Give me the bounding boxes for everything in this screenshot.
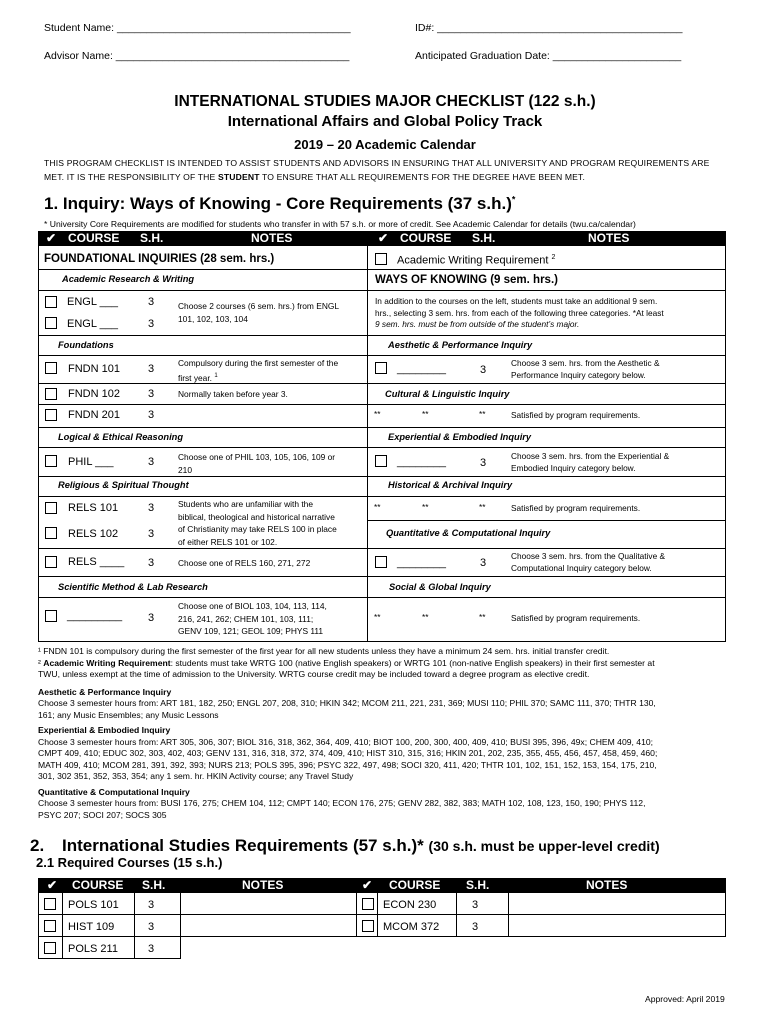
quantitative-list: Choose 3 semester hours from: BUSI 176, 275; CHEM 104, 112; CMPT 140; ECON 176, 275; GENV 282, 382, 383; MATH 102, 108, 123, 150, 190; PHYS 112, xyxy=(38,798,646,808)
rels101-sh: 3 xyxy=(148,502,155,514)
student-name-field[interactable]: Student Name: ________________________________________ xyxy=(44,22,351,34)
section-1-title: 1. Inquiry: Ways of Knowing - Core Requirements (37 s.h.)* xyxy=(44,194,516,213)
experiential-list-cont-3: 301, 302 351, 352, 353, 354; any 1 sem. hr. HKIN Activity course; any Travel Study xyxy=(38,771,354,781)
historical-archival-group: Historical & Archival Inquiry xyxy=(388,480,513,490)
col-divider xyxy=(508,893,509,937)
col-divider xyxy=(377,893,378,937)
rels-elective-course: RELS ____ xyxy=(68,556,125,568)
checklist-title: INTERNATIONAL STUDIES MAJOR CHECKLIST (122 s.h.) xyxy=(174,93,596,110)
engl-1-course: ENGL ___ xyxy=(67,296,118,308)
table-1-right-border xyxy=(725,246,726,642)
right-row-course: MCOM 372 xyxy=(383,921,440,933)
row-divider xyxy=(367,476,726,477)
engl-1-checkbox[interactable] xyxy=(45,296,57,308)
calendar-title: 2019 – 20 Academic Calendar xyxy=(294,137,476,152)
right-row-checkbox[interactable] xyxy=(362,920,374,932)
row-divider xyxy=(38,269,368,270)
sh-header-right: S.H. xyxy=(466,878,490,892)
aesthetic-checkbox[interactable] xyxy=(375,362,387,374)
engl-1-sh: 3 xyxy=(148,296,155,308)
footnote-2-cont: TWU, unless exempt at the time of admission to the University. WRTG course credit may be included toward a degree program as elective credit. xyxy=(38,669,590,679)
row-divider xyxy=(38,404,368,405)
check-header: ✔ xyxy=(47,878,58,892)
foundations-group: Foundations xyxy=(58,340,114,350)
ways-of-knowing-note: In addition to the courses on the left, students must take an additional 9 sem. hrs., selecting 3 sem. hrs. from each of the following three categories. *At least 9 sem. hrs. must be from outside of the student’s major. xyxy=(375,296,664,329)
footnotes xyxy=(38,646,738,821)
sh-header-right: S.H. xyxy=(472,231,496,245)
rels102-course: RELS 102 xyxy=(68,528,119,540)
check-header: ✔ xyxy=(46,231,57,245)
left-row-sh: 3 xyxy=(148,899,155,911)
quantitative-list-heading: Quantitative & Computational Inquiry xyxy=(38,786,190,797)
footnote-2: ² Academic Writing Requirement: students must take WRTG 100 (native English speakers) or WRTG 101 (non-native English speakers) in their first semester at xyxy=(38,657,655,668)
row-divider xyxy=(38,476,368,477)
track-title: International Affairs and Global Policy Track xyxy=(227,113,543,130)
rels102-checkbox[interactable] xyxy=(45,527,57,539)
right-row-sh: 3 xyxy=(472,899,479,911)
row-divider xyxy=(367,383,726,384)
advisor-name-field[interactable]: Advisor Name: ________________________________________ xyxy=(44,50,350,62)
social-global-group: Social & Global Inquiry xyxy=(389,582,491,592)
experiential-course: ________ xyxy=(397,456,446,468)
experiential-list: Choose 3 semester hours from: ART 305, 306, 307; BIOL 316, 318, 362, 364, 409, 410; BIOT 100, 200, 300, 400, 409, 410; BUSI 395, 396, 49x; CHEM 409, 410; xyxy=(38,736,654,747)
section-2-header-bar xyxy=(38,878,726,893)
aesthetic-course: ________ xyxy=(397,363,446,375)
sh-header: S.H. xyxy=(142,878,166,892)
aesthetic-performance-group: Aesthetic & Performance Inquiry xyxy=(388,340,533,350)
check-header-right: ✔ xyxy=(362,878,373,892)
phil-course: PHIL ___ xyxy=(68,456,114,468)
notes-header: NOTES xyxy=(251,231,293,245)
sh-header: S.H. xyxy=(140,231,164,245)
quantitative-note: Choose 3 sem. hrs. from the Qualitative & Computational Inquiry category below. xyxy=(511,551,666,573)
row-divider xyxy=(367,269,726,270)
social-stars-check: ** xyxy=(374,612,381,622)
course-header: COURSE xyxy=(68,231,120,245)
row-divider xyxy=(38,914,726,915)
id-field[interactable]: ID#: __________________________________________ xyxy=(415,22,683,34)
quantitative-sh: 3 xyxy=(480,557,487,569)
left-row-course: POLS 211 xyxy=(68,943,118,955)
aesthetic-note: Choose 3 sem. hrs. from the Aesthetic & Performance Inquiry category below. xyxy=(511,358,660,380)
engl-2-course: ENGL ___ xyxy=(67,318,118,330)
fndn101-checkbox[interactable] xyxy=(45,362,57,374)
science-note: Choose one of BIOL 103, 104, 113, 114, 216, 241, 262; CHEM 101, 103, 111; GENV 109, 121; GEOL 109; PHYS 111 xyxy=(178,601,327,636)
col-divider xyxy=(62,893,63,959)
fndn201-checkbox[interactable] xyxy=(45,409,57,421)
religious-spiritual-group: Religious & Spiritual Thought xyxy=(58,480,189,490)
cultural-linguistic-group: Cultural & Linguistic Inquiry xyxy=(385,389,510,399)
quantitative-course: ________ xyxy=(397,557,446,569)
row-divider xyxy=(38,597,368,598)
graduation-date-field[interactable]: Anticipated Graduation Date: ______________________ xyxy=(415,50,682,62)
rels-elective-sh: 3 xyxy=(148,557,155,569)
section-1-note: * University Core Requirements are modified for students who transfer in with 57 s.h. or more of credit. See Academic Calendar for details (twu.ca/calendar) xyxy=(44,219,636,229)
phil-note: Choose one of PHIL 103, 105, 106, 109 or 210 xyxy=(178,452,336,475)
experiential-list-cont-2: MATH 409, 410; MCOM 281, 391, 392, 393; NURS 213; POLS 395, 396; PSYC 322, 497, 498; SOCI 320, 411, 420; THTR 101, 102, 151, 152, 153, 154, 175, 210, xyxy=(38,759,657,770)
scientific-method-group: Scientific Method & Lab Research xyxy=(58,582,208,592)
phil-checkbox[interactable] xyxy=(45,455,57,467)
rels-note: Students who are unfamiliar with the biblical, theological and historical narrative of Christianity may take RELS 100 in place of either RELS 101 or 102. xyxy=(178,499,337,547)
right-row-sh: 3 xyxy=(472,921,479,933)
col-divider xyxy=(456,893,457,937)
ways-of-knowing-heading: WAYS OF KNOWING (9 sem. hrs.) xyxy=(375,274,558,286)
rels101-checkbox[interactable] xyxy=(45,502,57,514)
footnote-1: ¹ FNDN 101 is compulsory during the first semester of the first year for all new students unless they have a minimum 24 sem. hrs. initial transfer credit. xyxy=(38,646,610,656)
fndn201-course: FNDN 201 xyxy=(68,409,120,421)
left-row-sh: 3 xyxy=(148,921,155,933)
row-divider xyxy=(367,355,726,356)
row-divider xyxy=(367,496,726,497)
academic-writing-requirement: Academic Writing Requirement $^2$ xyxy=(397,254,556,267)
aesthetic-sh: 3 xyxy=(480,364,487,376)
quantitative-list-cont: PSYC 207; SOCI 207; SOCS 305 xyxy=(38,809,167,820)
row-divider xyxy=(38,290,368,291)
col-divider xyxy=(180,893,181,959)
col-divider xyxy=(134,893,135,959)
row-divider xyxy=(367,404,726,405)
row-divider xyxy=(367,290,726,291)
rels-elective-note: Choose one of RELS 160, 271, 272 xyxy=(178,558,311,568)
historical-stars-sh: ** xyxy=(479,502,486,512)
academic-writing-checkbox[interactable] xyxy=(375,253,387,265)
rels-elective-checkbox[interactable] xyxy=(45,556,57,568)
science-sh: 3 xyxy=(148,612,155,624)
academic-research-group: Academic Research & Writing xyxy=(62,274,195,284)
col-divider xyxy=(356,893,357,937)
row-divider xyxy=(38,496,368,497)
fndn102-course: FNDN 102 xyxy=(68,388,120,400)
right-row-course: ECON 230 xyxy=(383,899,437,911)
fndn102-sh: 3 xyxy=(148,388,155,400)
table-1-left-border xyxy=(38,246,39,642)
aesthetic-list-cont: 161; any Music Ensembles; any Music Lessons xyxy=(38,709,219,720)
historical-stars-check: ** xyxy=(374,502,381,512)
right-row-checkbox[interactable] xyxy=(362,898,374,910)
intro-line-2: MET. IT IS THE RESPONSIBILITY OF THE STUDENT TO ENSURE THAT ALL REQUIREMENTS FOR THE DEGREE HAVE BEEN MET. xyxy=(44,172,586,182)
check-header-right: ✔ xyxy=(378,231,389,245)
logical-ethical-group: Logical & Ethical Reasoning xyxy=(58,432,184,442)
fndn201-sh: 3 xyxy=(148,409,155,421)
left-row-course: POLS 101 xyxy=(68,899,119,911)
social-satisfied: Satisfied by program requirements. xyxy=(511,613,641,623)
course-header-right: COURSE xyxy=(389,878,441,892)
table-1-bottom-border xyxy=(38,641,726,642)
left-row-sh: 3 xyxy=(148,943,155,955)
historical-stars-course: ** xyxy=(422,502,429,512)
fndn101-note: Compulsory during the first semester of the first year. $^1$ xyxy=(178,358,339,383)
experiential-sh: 3 xyxy=(480,457,487,469)
experiential-checkbox[interactable] xyxy=(375,455,387,467)
cultural-satisfied: Satisfied by program requirements. xyxy=(511,410,641,420)
row-divider xyxy=(367,447,726,448)
engl-note: Choose 2 courses (6 sem. hrs.) from ENGL 101, 102, 103, 104 xyxy=(178,301,340,324)
fndn101-sh: 3 xyxy=(148,363,155,375)
fndn102-note: Normally taken before year 3. xyxy=(178,389,288,399)
left-row-checkbox[interactable] xyxy=(44,898,56,910)
notes-header: NOTES xyxy=(242,878,284,892)
experiential-embodied-group: Experiential & Embodied Inquiry xyxy=(388,432,532,442)
aesthetic-list: Choose 3 semester hours from: ART 181, 182, 250; ENGL 207, 208, 310; HKIN 342; MCOM 211, 221, 231, 369; MUSI 110; PHIL 370; SAMC 111, 370; THTR 130, xyxy=(38,698,656,708)
section-2-number: 2. xyxy=(30,836,45,855)
science-checkbox[interactable] xyxy=(45,610,57,622)
section-2-title: International Studies Requirements (57 s.h.)* (30 s.h. must be upper-level credit) xyxy=(62,836,660,855)
left-row-checkbox[interactable] xyxy=(44,920,56,932)
section-1-header-bar xyxy=(38,231,726,246)
quantitative-checkbox[interactable] xyxy=(375,556,387,568)
row-divider xyxy=(367,548,726,549)
social-stars-course: ** xyxy=(422,612,429,622)
row-divider xyxy=(367,335,726,336)
row-divider xyxy=(38,335,368,336)
cultural-stars-sh: ** xyxy=(479,409,486,419)
row-divider xyxy=(38,958,181,959)
fndn102-checkbox[interactable] xyxy=(45,388,57,400)
row-divider xyxy=(367,520,726,521)
experiential-note: Choose 3 sem. hrs. from the Experiential & Embodied Inquiry category below. xyxy=(511,451,670,473)
science-course: _________ xyxy=(67,610,123,622)
cultural-stars-course: ** xyxy=(422,409,429,419)
quantitative-computational-group: Quantitative & Computational Inquiry xyxy=(386,528,551,538)
row-divider xyxy=(38,548,368,549)
fndn101-course: FNDN 101 xyxy=(68,363,120,375)
course-header-right: COURSE xyxy=(400,231,452,245)
intro-text xyxy=(44,156,734,184)
notes-header-right: NOTES xyxy=(586,878,628,892)
row-divider xyxy=(38,576,368,577)
experiential-list-cont-1: CMPT 409, 410; EDUC 302, 303, 402, 403; GENV 131, 316, 318, 372, 374, 409, 410; HIST 310, 315, 316; HKIN 201, 202, 235, 355, 455, 456, 457, 458, 459, 460; xyxy=(38,748,658,758)
social-stars-sh: ** xyxy=(479,612,486,622)
engl-2-checkbox[interactable] xyxy=(45,317,57,329)
phil-sh: 3 xyxy=(148,456,155,468)
rels102-sh: 3 xyxy=(148,528,155,540)
engl-2-sh: 3 xyxy=(148,318,155,330)
notes-header-right: NOTES xyxy=(588,231,630,245)
row-divider xyxy=(38,936,726,937)
table-2-right-border xyxy=(725,893,726,937)
row-divider xyxy=(38,427,368,428)
row-divider xyxy=(38,447,368,448)
table-2-left-border xyxy=(38,893,39,959)
foundational-inquiries-heading: FOUNDATIONAL INQUIRIES (28 sem. hrs.) xyxy=(44,253,275,265)
experiential-list-heading: Experiential & Embodied Inquiry xyxy=(38,725,171,735)
approved-date: Approved: April 2019 xyxy=(645,994,725,1004)
rels101-course: RELS 101 xyxy=(68,502,119,514)
row-divider xyxy=(367,427,726,428)
cultural-stars-check: ** xyxy=(374,409,381,419)
row-divider xyxy=(38,355,368,356)
row-divider xyxy=(367,576,726,577)
section-2-1-title: 2.1 Required Courses (15 s.h.) xyxy=(36,855,223,870)
aesthetic-list-heading: Aesthetic & Performance Inquiry xyxy=(38,686,172,697)
left-row-course: HIST 109 xyxy=(68,921,115,933)
intro-line-1: THIS PROGRAM CHECKLIST IS INTENDED TO ASSIST STUDENTS AND ADVISORS IN ENSURING THAT ALL UNIVERSITY AND PROGRAM REQUIREMENTS ARE xyxy=(44,158,710,168)
historical-satisfied: Satisfied by program requirements. xyxy=(511,503,641,513)
course-header: COURSE xyxy=(72,878,124,892)
left-row-checkbox[interactable] xyxy=(44,942,56,954)
row-divider xyxy=(367,597,726,598)
